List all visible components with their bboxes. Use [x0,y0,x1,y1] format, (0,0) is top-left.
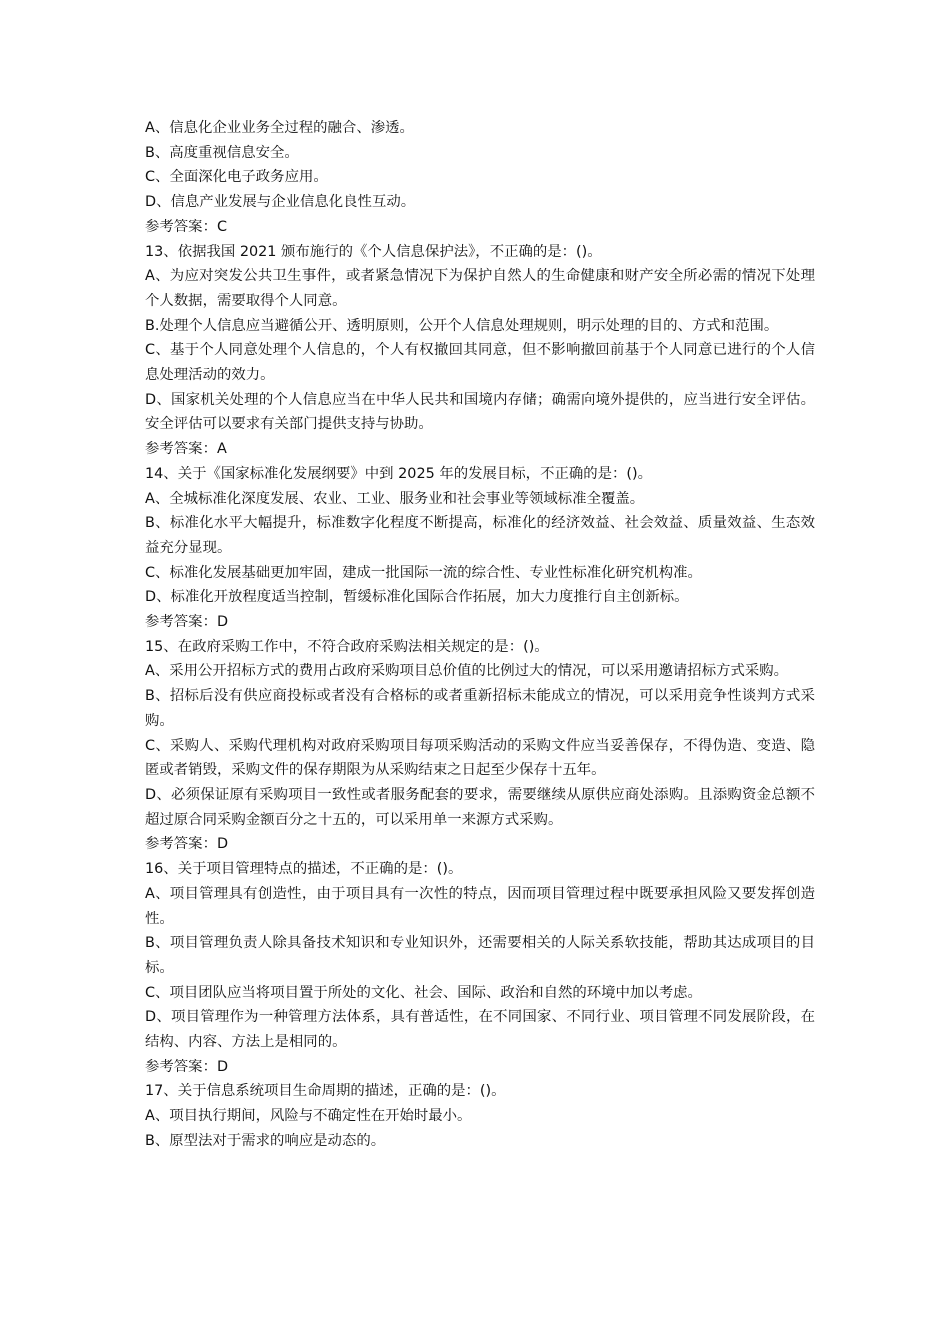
question-13-option-a: A、为应对突发公共卫生事件，或者紧急情况下为保护自然人的生命健康和财产安全所必需的情况下处理个人数据，需要取得个人同意。 [145,268,815,309]
question-14: 14、关于《国家标准化发展纲要》中到 2025 年的发展目标，不正确的是：()。 [145,465,653,482]
answer: 参考答案：C [145,218,228,235]
question-17-option-b: B、原型法对于需求的响应是动态的。 [145,1132,386,1149]
question-16-option-a: A、项目管理具有创造性，由于项目具有一次性的特点，因而项目管理过程中既要承担风险又要发挥创造性。 [145,885,815,927]
question-15-option-d: D、必须保证原有采购项目一致性或者服务配套的要求，需要继续从原供应商处添购。且添购资金总额不超过原合同采购金额百分之十五的，可以采用单一来源方式采购。 [145,786,815,828]
option-d: D、信息产业发展与企业信息化良性互动。 [145,194,416,211]
question-16-option-c: C、项目团队应当将项目置于所处的文化、社会、国际、政治和自然的环境中加以考虑。 [145,984,702,1001]
question-16-option-b: B、项目管理负责人除具备技术知识和专业知识外，还需要相关的人际关系软技能，帮助其达成项目的目标。 [145,935,815,976]
question-15-option-b: B、招标后没有供应商投标或者没有合格标的或者重新招标未能成立的情况，可以采用竞争性谈判方式采购。 [145,688,815,729]
question-14-option-d: D、标准化开放程度适当控制，暂缓标准化国际合作拓展，加大力度推行自主创新标。 [145,589,689,606]
question-14-option-b: B、标准化水平大幅提升，标准数字化程度不断提高，标准化的经济效益、社会效益、质量效益、生态效益充分显现。 [145,515,815,556]
question-15-option-c: C、采购人、采购代理机构对政府采购项目每项采购活动的采购文件应当妥善保存，不得伪造、变造、隐匿或者销毁，采购文件的保存期限为从采购结束之日起至少保存十五年。 [145,737,815,779]
option-a: A、信息化企业业务全过程的融合、渗透。 [145,120,414,136]
question-13-option-c: C、基于个人同意处理个人信息的，个人有权撤回其同意，但不影响撤回前基于个人同意已进行的个人信息处理活动的效力。 [145,342,815,384]
question-13-answer: 参考答案：A [145,441,227,458]
question-17: 17、关于信息系统项目生命周期的描述，正确的是：()。 [145,1083,506,1100]
option-b: B、高度重视信息安全。 [145,144,299,161]
question-16: 16、关于项目管理特点的描述，不正确的是：()。 [145,861,463,878]
question-14-option-a: A、全城标准化深度发展、农业、工业、服务业和社会事业等领域标准全覆盖。 [145,490,645,507]
question-14-answer: 参考答案：D [145,614,229,631]
question-16-answer: 参考答案：D [145,1058,229,1075]
question-15: 15、在政府采购工作中，不符合政府采购法相关规定的是：()。 [145,638,549,655]
question-14-option-c: C、标准化发展基础更加牢固，建成一批国际一流的综合性、专业性标准化研究机构准。 [145,564,702,581]
question-17-option-a: A、项目执行期间，风险与不确定性在开始时最小。 [145,1108,472,1125]
question-13-option-d: D、国家机关处理的个人信息应当在中华人民共和国境内存储；确需向境外提供的，应当进行安全评估。安全评估可以要求有关部门提供支持与协助。 [145,391,815,433]
question-15-answer: 参考答案：D [145,836,229,853]
question-13-option-b: B.处理个人信息应当避循公开、透明原则，公开个人信息处理规则，明示处理的目的、方式和范围。 [145,317,779,334]
question-15-option-a: A、采用公开招标方式的费用占政府采购项目总价值的比例过大的情况，可以采用邀请招标方式采购。 [145,663,789,680]
question-13: 13、依据我国 2021 颁布施行的《个人信息保护法》，不正确的是：()。 [145,243,602,260]
question-16-option-d: D、项目管理作为一种管理方法体系，具有普适性，在不同国家、不同行业、项目管理不同发展阶段，在结构、内容、方法上是相同的。 [145,1009,815,1051]
option-c: C、全面深化电子政务应用。 [145,169,328,186]
document-page [145,116,815,1154]
